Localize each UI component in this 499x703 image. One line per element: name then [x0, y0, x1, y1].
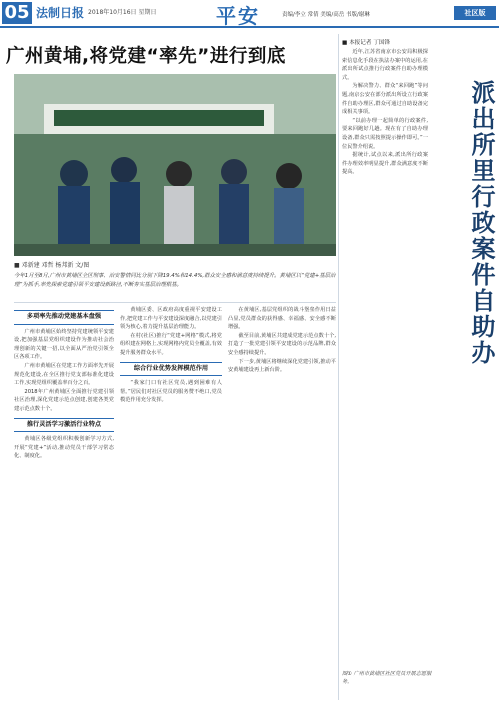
paragraph: 近年,江苏省南京市公安局积极探索信息化手段在执法办案中的运用,在派出所试点推行行政案件自助办理模式。: [342, 49, 428, 81]
paragraph: 在黄埔区,基层党组织的战斗堡垒作用日益凸显,党员群众的获得感、幸福感、安全感不断增强。: [228, 307, 336, 331]
paragraph: 2018年广州黄埔区全面推行党建引领社区治理,深化党建示范点创建,创建各类党建示范点数十个。: [14, 388, 114, 412]
masthead: [0, 0, 499, 28]
article-headline: 广州黄埔,将党建“率先”进行到底: [6, 46, 286, 67]
vertical-headline: 派出所里行政案件自助办: [467, 80, 495, 366]
paper-name: 法制日报: [36, 6, 85, 20]
paragraph: 广州市黄埔区始终坚持党建统领平安建设,把加强基层党组织建设作为推动社会治理创新的关键一招,以全面从严治党引领全区各项工作。: [14, 328, 114, 361]
photo-illustration: [14, 74, 336, 256]
paragraph: 下一步,黄埔区将继续深化党建引领,推动平安黄埔建设再上新台阶。: [228, 358, 336, 374]
paragraph: 截至目前,黄埔区共建成党建示范点数十个,打造了一批党建引领平安建设的示范品牌,群众安全感持续提升。: [228, 332, 336, 356]
vertical-divider: [338, 34, 339, 700]
column-left: [14, 306, 114, 700]
paragraph: 黄埔区委、区政府高度重视平安建设工作,把党建工作与平安建设深度融合,以党建引领为核心,着力提升基层治理能力。: [120, 307, 222, 331]
horizontal-divider: [14, 302, 336, 303]
column-third: [228, 306, 336, 700]
subheading: 综合行业优势发挥模范作用: [120, 362, 222, 377]
paragraph: “我家门口有社区党员,遇到困难有人帮。”居民们对社区党员的服务赞不绝口,党员模范作用充分发挥。: [120, 380, 222, 404]
subheading: 多项率先推动党建基本盘强: [14, 310, 114, 325]
photo-caption: 图① 广州市黄埔区社区党员开展志愿服务。: [342, 671, 432, 685]
paragraph: 据统计,试点以来,派出所行政案件办理效率明显提升,群众满意度不断提高。: [342, 152, 428, 176]
article-photo: [14, 74, 336, 256]
editors-line: 责编/李立 常倩 美编/高岳 书版/谢琳: [282, 12, 370, 18]
section-title: 平安: [216, 4, 260, 28]
lead-paragraph: 今年1月至8月,广州市黄埔区全区刑事、治安警情同比分别下降19.4%和14.4%,群众安全感和满意度持续提升。黄埔区以“党建+基层治理”为抓手,率先探索党建引领平安建设新路径,不断夯实基层治理根基。: [14, 273, 336, 288]
section-badge: 社区版: [454, 6, 496, 20]
paragraph: 广州市黄埔区在党建工作方面率先开展规范化建设,在全区推行党支部标准化建设工作,实现党组织覆盖率百分之百。: [14, 362, 114, 387]
right-byline: ■ 本报记者 丁国锋: [342, 40, 390, 46]
paragraph: 在村(社区)推行“党建+网格”模式,将党组织建在网格上,实现网格内党员全覆盖,有效提升服务群众水平。: [120, 332, 222, 356]
subheading: 推行灵活学习激活行业特点: [14, 418, 114, 433]
paragraph: 为解决警力、群众“来回跑”等问题,南京公安在部分派出所设立行政案件自助办理区,群众可通过自助设备完成相关事项。: [342, 83, 428, 116]
photo-credit: ■ 邓新建 邓哲 杨邦新 文/图: [14, 262, 90, 269]
page-number: 05: [2, 2, 32, 24]
issue-date: 2018年10月16日 星期日: [88, 9, 157, 16]
paragraph: 黄埔区各级党组织积极创新学习方式,开展“党建+”活动,推动党员干部学习常态化、制度化。: [14, 436, 114, 460]
column-right: [342, 48, 428, 698]
column-middle: [120, 306, 222, 700]
paragraph: “以前办理一起简单的行政案件,要来回跑好几趟。现在有了自助办理设备,群众只需按照提示操作即可。”一位民警介绍说。: [342, 117, 428, 150]
